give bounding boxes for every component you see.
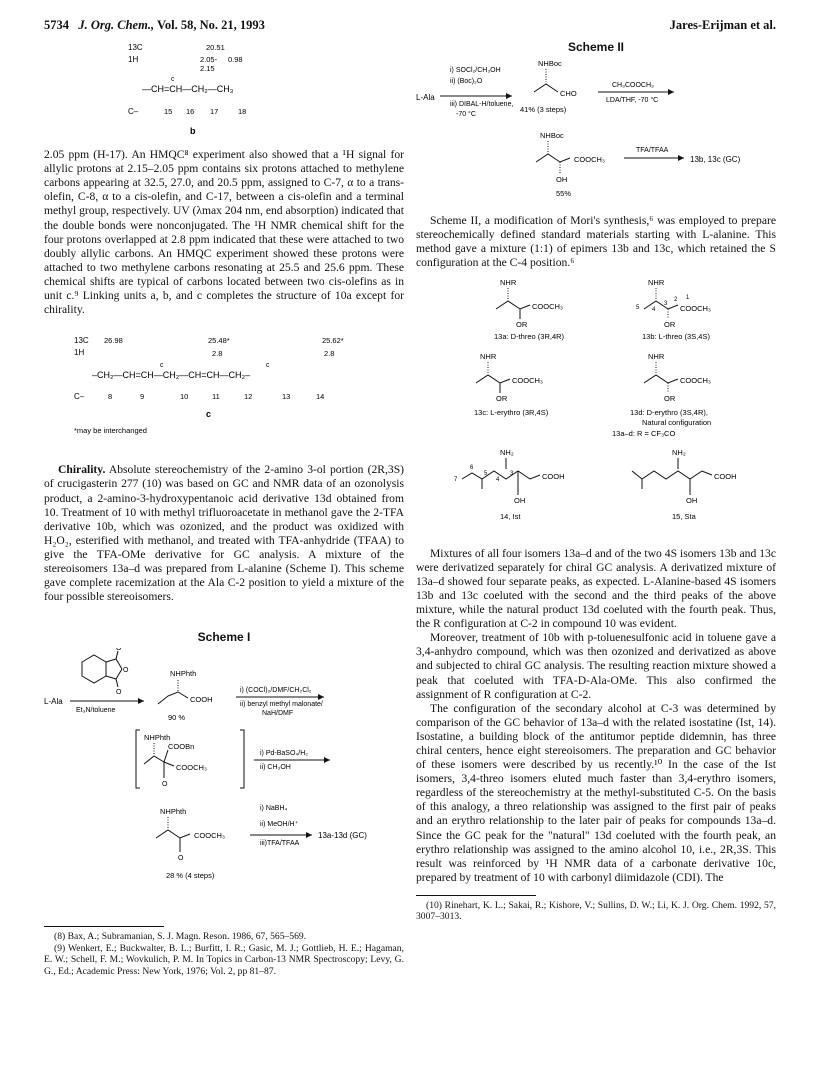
page-header — [44, 18, 776, 38]
h-shift: 2.8 — [324, 349, 335, 359]
h1-label: 1H — [128, 55, 139, 64]
unit-label: b — [190, 126, 196, 136]
amine-label: NH₂ — [672, 447, 686, 457]
carbon-number: 8 — [108, 392, 113, 402]
atom-number: 2 — [674, 296, 678, 303]
body-paragraph: Scheme II, a modification of Mori's synthesis,⁶ was employed to prepare stereochemically defined standard materials starting with L-alanine. This method gave a mixture (1:1) of epimers 13b and 13c, which retained the S configuration at the C-4 position.⁶ — [416, 214, 776, 270]
scheme-2-diagram — [416, 54, 776, 204]
methyl-ester: COOCH₃ — [680, 375, 711, 385]
product-label: NHBoc — [540, 131, 564, 141]
hydroxyl-group: OH — [556, 175, 568, 185]
unit-label: c — [206, 409, 212, 420]
methyl-ester: COOCH₃ — [512, 375, 543, 385]
unit-c-diagram — [44, 327, 404, 445]
svg-text:c: c — [171, 76, 175, 83]
atom-number: 4 — [496, 476, 500, 483]
structure-caption: Natural configuration — [642, 417, 712, 427]
scheme-1-title: Scheme I — [197, 630, 251, 645]
reagent-label: iii) DIBAL-H/toluene, — [450, 101, 514, 109]
reagent-label: TFA/TFAA — [636, 147, 669, 155]
reagent-label: CH₃COOCH₃ — [612, 82, 654, 90]
footnotes-right — [416, 895, 776, 923]
methyl-ester: COOCH₃ — [532, 301, 563, 311]
unit-b-diagram — [44, 40, 404, 144]
methyl-ester: COOCH₃ — [194, 831, 225, 841]
svg-text:O: O — [116, 689, 122, 697]
c13-label: 13C — [128, 43, 143, 52]
body-paragraph: Moreover, treatment of 10b with p-toluenesulfonic acid in toluene gave a 3,4-anhydro compound, which was then ozonized and derivatized as above and subjected to chiral GC analysis. The resulting reaction mixture showed a peak that coeluted with TFA-D-Ala-OMe. This also confirmed the assignment of R configuration at C-2. — [416, 631, 776, 701]
carbon-number: 12 — [244, 392, 253, 402]
structure-caption: 13a: D-threo (3R,4R) — [494, 331, 565, 341]
h-shift: 2.8 — [212, 349, 223, 359]
footnote-rule — [44, 926, 164, 927]
atom-number: 1 — [686, 294, 690, 301]
reagent-label: iii)TFA/TFAA — [260, 840, 300, 848]
aldehyde-group: CHO — [560, 89, 577, 99]
footnote: (9) Wenkert, E.; Buckwalter, B. L.; Burfitt, I. R.; Gasic, M. J.; Gottlieb, H. E.; Hagaman, E. W.; Schell, F. M.; Wovkulich, P. M. In Topics in Carbon-13 NMR Spectroscopy; Levy, G. G., Ed.; Academic Press: New York, 1976; Vol. 2, pp 81–87. — [44, 942, 404, 977]
carbon-number: 9 — [140, 392, 145, 402]
structure-caption: 13d: D-erythro (3S,4R), — [630, 407, 708, 417]
c-shift: 26.98 — [104, 336, 123, 346]
ester-oxygen-label: OR — [516, 319, 528, 329]
interchange-note: *may be interchanged — [74, 426, 147, 436]
stereoisomer-structures — [416, 275, 776, 537]
right-column — [416, 40, 776, 923]
carbon-number: 13 — [282, 392, 291, 402]
hydroxyl-group: OH — [686, 495, 698, 505]
h1-label: 1H — [74, 348, 85, 358]
yield-label: 90 % — [168, 713, 186, 723]
reagent-label: i) SOCl₂/CH₃OH — [450, 67, 501, 75]
atom-number: 4 — [652, 306, 656, 313]
h-shift-1: 2.05- — [200, 55, 218, 64]
intermediate-label: NHPhth — [144, 733, 171, 743]
footnote: (10) Rinehart, K. L.; Sakai, R.; Kishore, V.; Sullins, D. W.; Li, K. J. Org. Chem. 1992, 57, 3007–3013. — [416, 899, 776, 923]
hydroxyl-group: OH — [514, 495, 526, 505]
starting-material: L-Ala — [44, 697, 63, 707]
reagent-label: ii) (Boc)₂O — [450, 78, 483, 86]
acid-group: COOH — [190, 695, 213, 705]
c-shift: 25.62* — [322, 336, 344, 346]
scheme-1-diagram — [44, 648, 404, 898]
unit-b-formula: —CH=CH—CH₂—CH₃ — [142, 84, 234, 94]
c-shift: 20.51 — [206, 43, 225, 52]
atom-number: 7 — [454, 476, 458, 483]
body-text: Absolute stereochemistry of the 2-amino 3-ol portion (2R,3S) of crucigasterin 277 (10) was based on GC and NMR data of an ozonolysis product, a 2-amino-3-hydroxypentanoic acid derivative 13d obtained from 10. Treatment of 10 with methyl trifluoroacetate in methanol gave the 2-TFA derivative 10b, which was ozonized, and the product was oxidized with H₂O₂, esterified with methanol, and treated with TFA-anhydride (TFAA) to give the TFA-OMe derivative for GC analysis. A mixture of the stereoisomers 13a–d was prepared from L-alanine (Scheme I). This scheme gave complete racemization at the Ala C-2 position to yield a mixture of the four possible stereoisomers. — [44, 463, 405, 604]
svg-text:O: O — [123, 667, 129, 675]
protected-amine-label: NHPhth — [170, 669, 197, 679]
reagent-label: i) (COCl)₂/DMF/CH₂Cl₂ — [240, 687, 312, 695]
amine-label: NHR — [648, 277, 665, 287]
carbon-number: 17 — [210, 107, 219, 116]
atom-number: 5 — [636, 304, 640, 311]
yield-label: 55% — [556, 189, 572, 199]
final-product: 13a-13d (GC) — [318, 831, 367, 841]
svg-text:O: O — [116, 648, 122, 653]
svg-text:c: c — [160, 362, 164, 370]
carbon-number: 14 — [316, 392, 325, 402]
reagent-label: -70 °C — [456, 111, 476, 119]
yield-label: 41% (3 steps) — [520, 105, 567, 115]
svg-text:O: O — [162, 781, 168, 789]
ester-oxygen-label: OR — [664, 319, 676, 329]
carbon-number: 15 — [164, 107, 173, 116]
c-shift: 25.48* — [208, 336, 230, 346]
atom-number: 3 — [510, 470, 514, 477]
footnote-rule — [416, 895, 536, 896]
footnotes-left — [44, 926, 404, 977]
chirality-paragraph — [44, 463, 404, 604]
page-number: 5734 — [44, 18, 69, 32]
left-column — [44, 40, 404, 977]
h-shift-2: 2.15 — [200, 64, 215, 73]
amine-label: NHR — [648, 351, 665, 361]
atom-number: 6 — [470, 464, 474, 471]
carbon-number: 11 — [212, 392, 220, 402]
acid-group: COOH — [714, 471, 737, 481]
reagent-label: ii) CH₃OH — [260, 764, 291, 772]
amine-label: NHR — [500, 277, 517, 287]
scheme-2-title: Scheme II — [567, 40, 625, 54]
methyl-ester: COOCH₃ — [176, 763, 207, 773]
reagent-label: i) Pd-BaSO₄/H₂ — [260, 750, 308, 758]
reagent-label: NaH/DMF — [262, 710, 294, 718]
product-label: NHPhth — [160, 807, 187, 817]
body-paragraph: 2.05 ppm (H-17). An HMQC⁸ experiment also showed that a ¹H signal for allylic protons at 2.15–2.05 ppm contains six protons attached to methylene carbons appearing at 32.5, 27.0, and 20.5 ppm, assigned to C-7, α to a trans-olefin, C-8, α to a cis-olefin, and C-17, between a cis-olefin and a terminal methyl group, respectively. UV (λmax 204 nm, end absorption) indicated that the double bonds were nonconjugated. The ¹H NMR chemical shift for the four protons overlapped at 2.8 ppm indicated that these were attached to two doubly allylic carbons. An HMQC experiment showed these protons were attached to two methylene carbons resonating at 25.5 and 25.6 ppm. These chemical shifts are typical of carbons located between two cis-olefins as in unit c.⁹ Linking units a, b, and c completes the structure of 10a except for chirality. — [44, 148, 404, 317]
ester-oxygen-label: OR — [496, 393, 508, 403]
reagent-label: ii) MeOH/H⁺ — [260, 821, 299, 829]
reagent-label: i) NaBH₄ — [260, 805, 288, 813]
methyl-ester: COOCH₃ — [574, 155, 605, 165]
reagent-label: LDA/THF, -70 °C — [606, 97, 659, 105]
body-paragraph: Mixtures of all four isomers 13a–d and of the two 4S isomers 13b and 13c were derivatized separately for chiral GC analysis. A derivatized mixture of 13a–d showed four separate peaks, as expected. L-Alanine-based 4S isomers 13b and 13c coeluted with the second and the third peaks of the above mixture, while the natural product 13d coeluted with the fourth peak. Thus, the R configuration at C-2 in compound 10 was evident. — [416, 546, 776, 631]
svg-text:c: c — [266, 362, 270, 370]
atom-number: 5 — [484, 470, 488, 477]
amine-label: NHR — [480, 351, 497, 361]
journal-volume: Vol. 58, No. 21, 1993 — [156, 18, 265, 32]
reagent-label: ii) benzyl methyl malonate/ — [240, 701, 323, 709]
c13-label: 13C — [74, 336, 89, 346]
yield-label: 28 % (4 steps) — [166, 871, 215, 881]
protected-amine-label: NHBoc — [538, 59, 562, 69]
structure-caption: 14, Ist — [500, 511, 521, 521]
reagent-label: Et₃N/toluene — [76, 707, 116, 715]
carbon-label: C– — [74, 392, 85, 402]
carbon-number: 10 — [180, 392, 189, 402]
benzyl-ester: COOBn — [168, 742, 195, 752]
section-heading: Chirality. — [58, 463, 106, 477]
structure-caption: 15, Sta — [672, 511, 696, 521]
journal-name: J. Org. Chem., — [78, 18, 155, 32]
journal-citation — [44, 18, 265, 33]
svg-text:O: O — [178, 855, 184, 863]
r-group-definition: 13a–d: R = CF₃CO — [612, 428, 676, 438]
starting-material: L-Ala — [416, 93, 435, 103]
methyl-ester: COOCH₃ — [680, 303, 711, 313]
atom-number: 3 — [664, 300, 668, 307]
carbon-number: 16 — [186, 107, 195, 116]
carbon-number: 18 — [238, 107, 247, 116]
h-shift-3: 0.98 — [228, 55, 243, 64]
structure-caption: 13b: L-threo (3S,4S) — [642, 331, 710, 341]
running-authors: Jares-Erijman et al. — [669, 18, 776, 32]
carbon-label: C– — [128, 107, 139, 116]
final-product: 13b, 13c (GC) — [690, 155, 741, 165]
ester-oxygen-label: OR — [664, 393, 676, 403]
structure-caption: 13c: L-erythro (3R,4S) — [474, 407, 549, 417]
body-paragraph: The configuration of the secondary alcohol at C-3 was determined by comparison of the GC behavior of 13a–d with the related isostatine (Ist, 14). Isostatine, a building block of the antitumor peptide didemnin, has three chiral centers, hence eight stereoisomers. The preparation and GC behavior of these isomers were described by us recently.¹⁰ In the case of the Ist isomers, 3,4-threo isomers eluted much faster than 3,4-erythro isomers, regardless of the stereochemistry at the methyl-substituted C-5. On the basis of this analogy, a threo relationship was assigned to the first pair of peaks and an erythro relationship to the later pair of peaks for compounds 13a–d. Since the GC peak for the "natural" 13d coeluted with the fourth peak, an erythro relationship was assigned to the amino alcohol 10, i.e., 2R,3S. This result was reinforced by ¹H NMR data of a carbonate derivative 10c, prepared by treatment of 10 with carbonyl diimidazole (CDI). The — [416, 701, 776, 884]
footnote: (8) Bax, A.; Subramanian, S. J. Magn. Reson. 1986, 67, 565–569. — [54, 931, 307, 943]
unit-c-formula: –CH₂—CH=CH—CH₂—CH=CH—CH₂– — [92, 370, 250, 381]
amine-label: NH₂ — [500, 447, 514, 457]
acid-group: COOH — [542, 471, 565, 481]
